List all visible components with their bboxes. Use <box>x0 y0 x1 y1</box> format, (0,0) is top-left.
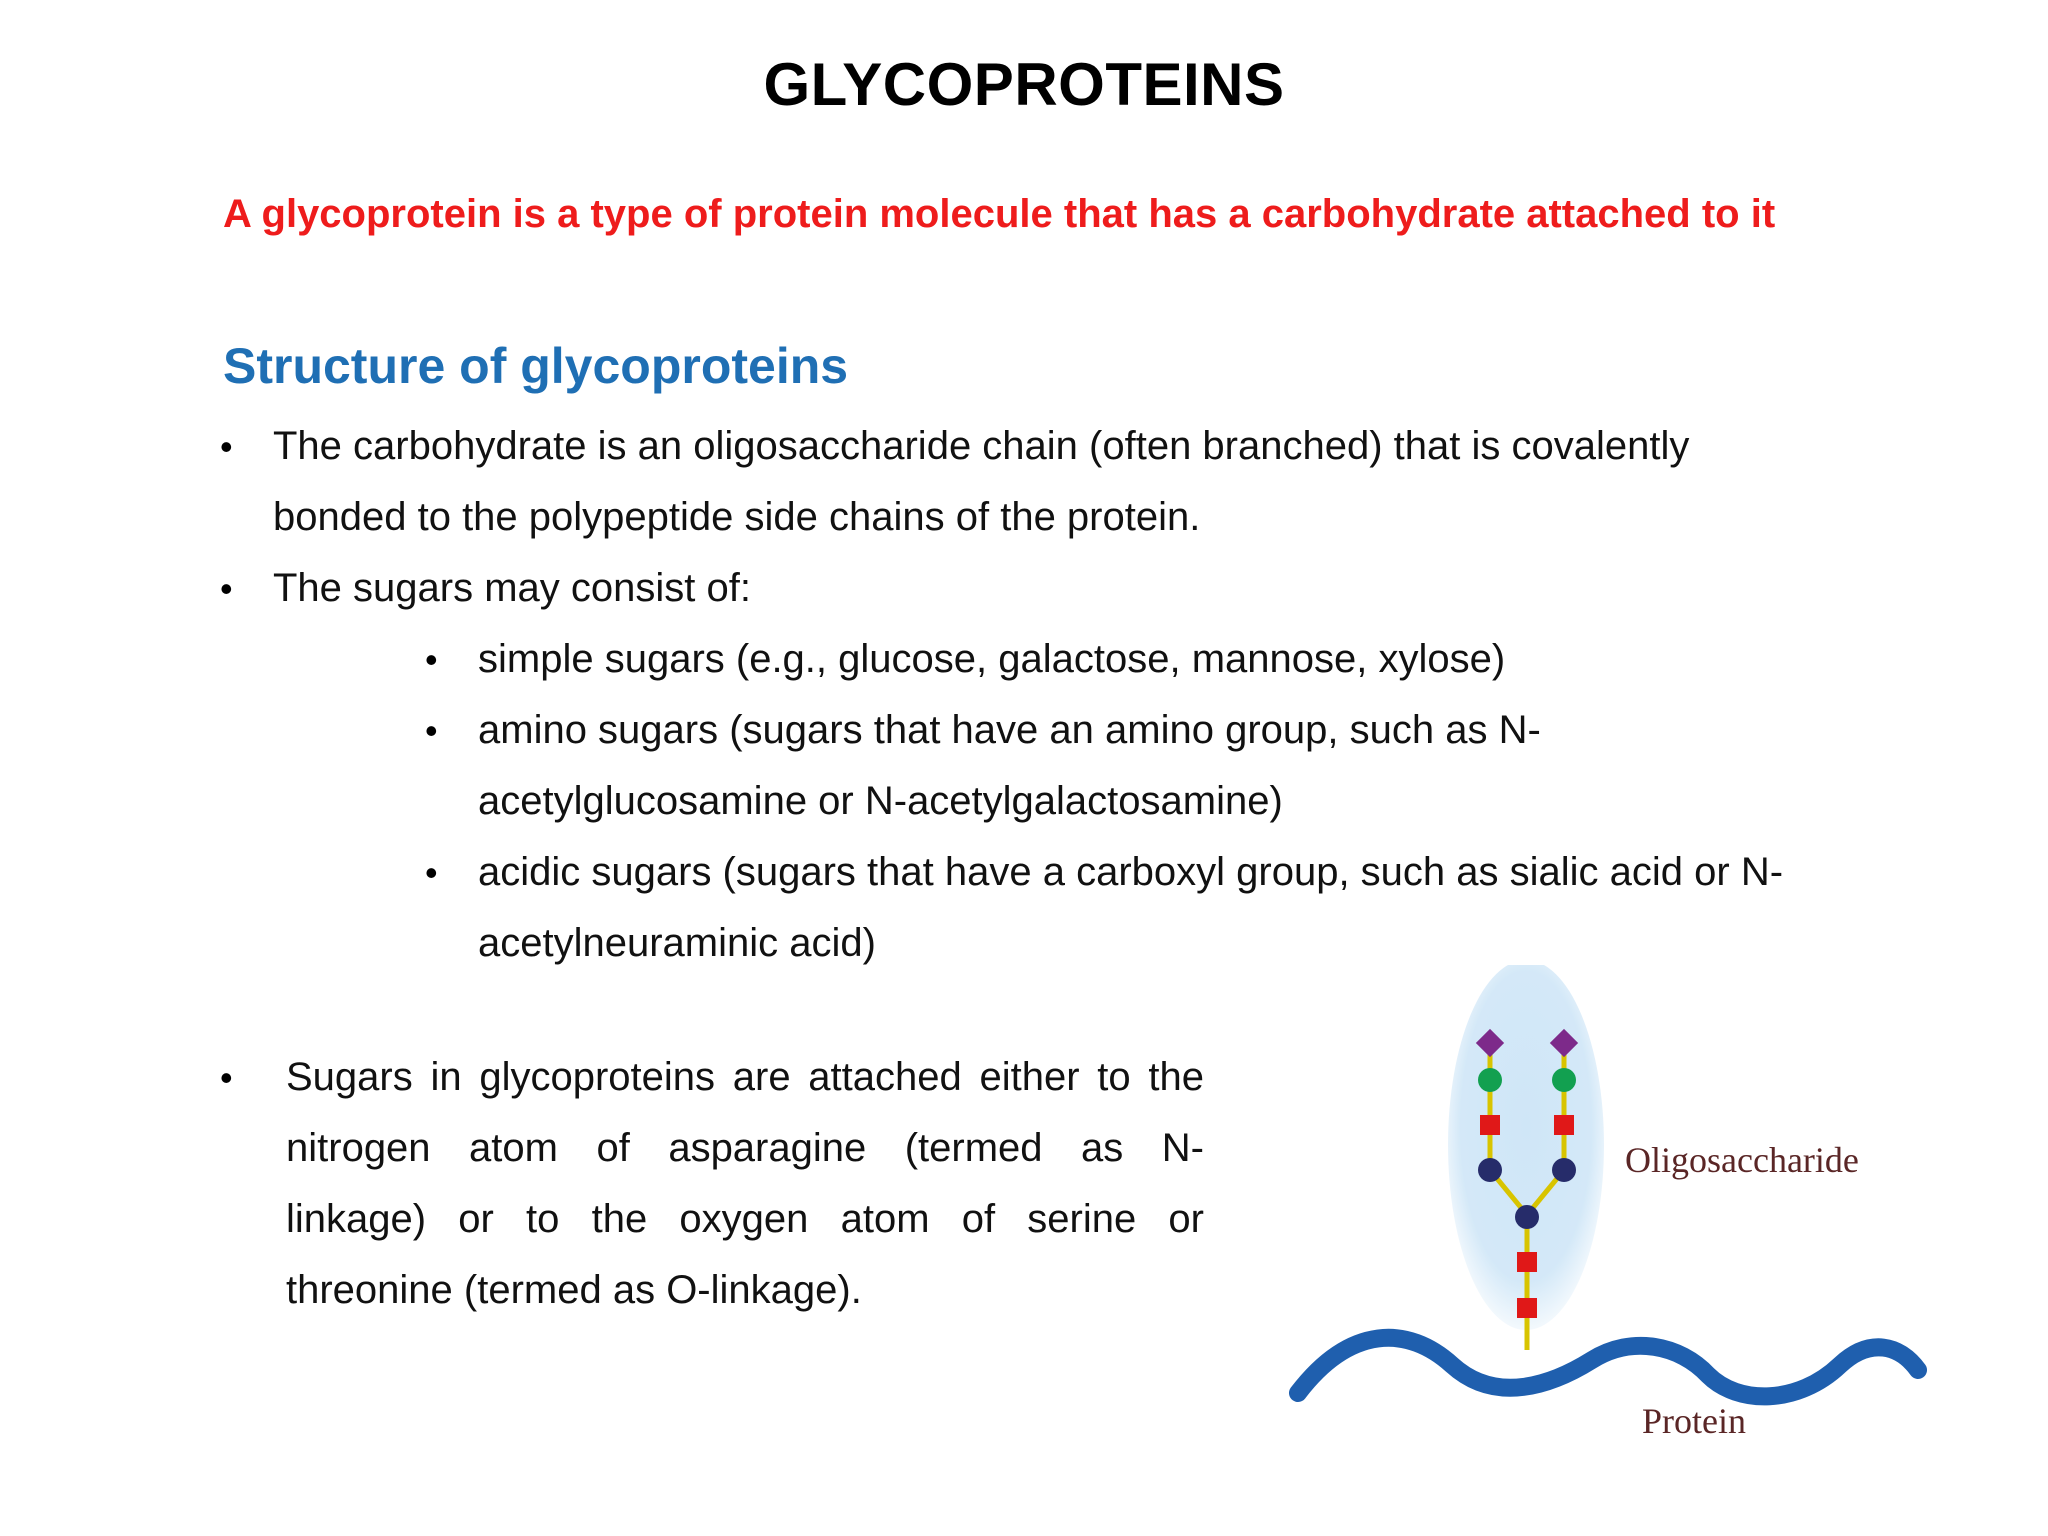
bullet-line: bonded to the polypeptide side chains of the protein. <box>273 495 1201 539</box>
glcnac-square-icon <box>1480 1115 1500 1135</box>
section-heading: Structure of glycoproteins <box>223 338 849 394</box>
mannose-circle-icon <box>1515 1205 1539 1229</box>
bullet-text <box>478 695 1878 837</box>
mannose-circle-icon <box>1478 1158 1502 1182</box>
bullet-line: The carbohydrate is an oligosaccharide chain (often branched) that is covalently <box>273 424 1690 468</box>
glycoprotein-diagram <box>1270 965 1930 1465</box>
bullet-marker: • <box>425 710 438 751</box>
bullet-marker: • <box>425 852 438 893</box>
bullet-marker: • <box>220 568 233 609</box>
bullet-line: acetylneuraminic acid) <box>478 921 876 965</box>
protein-label: Protein <box>1642 1401 1746 1441</box>
bullet-line: acidic sugars (sugars that have a carboxyl group, such as sialic acid or N- <box>478 850 1784 894</box>
bullet-text <box>286 1042 1204 1326</box>
bullet-line: threonine (termed as O-linkage). <box>286 1268 862 1312</box>
bullet-text: The sugars may consist of: <box>273 566 751 610</box>
bullet-text <box>478 837 1878 979</box>
slide-title: GLYCOPROTEINS <box>763 51 1285 118</box>
bullet-marker: • <box>220 1057 233 1098</box>
bullet-text <box>273 411 1793 553</box>
mannose-circle-icon <box>1552 1158 1576 1182</box>
bullet-line: Sugars in glycoproteins are attached either to the <box>286 1055 1204 1099</box>
oligosaccharide-label: Oligosaccharide <box>1625 1140 1859 1180</box>
protein-backbone <box>1298 1338 1918 1397</box>
galactose-circle-icon <box>1552 1068 1576 1092</box>
glcnac-square-icon <box>1554 1115 1574 1135</box>
glcnac-square-icon <box>1517 1252 1537 1272</box>
glcnac-square-icon <box>1517 1298 1537 1318</box>
bullet-marker: • <box>425 639 438 680</box>
definition-text: A glycoprotein is a type of protein molecule that has a carbohydrate attached to it <box>223 192 1776 236</box>
bullet-line: acetylglucosamine or N-acetylgalactosamine) <box>478 779 1283 823</box>
bullet-line: linkage) or to the oxygen atom of serine or <box>286 1197 1204 1241</box>
galactose-circle-icon <box>1478 1068 1502 1092</box>
bullet-marker: • <box>220 426 233 467</box>
bullet-line: nitrogen atom of asparagine (termed as N- <box>286 1126 1204 1170</box>
bullet-text: simple sugars (e.g., glucose, galactose, mannose, xylose) <box>478 637 1506 681</box>
bullet-line: amino sugars (sugars that have an amino group, such as N- <box>478 708 1541 752</box>
